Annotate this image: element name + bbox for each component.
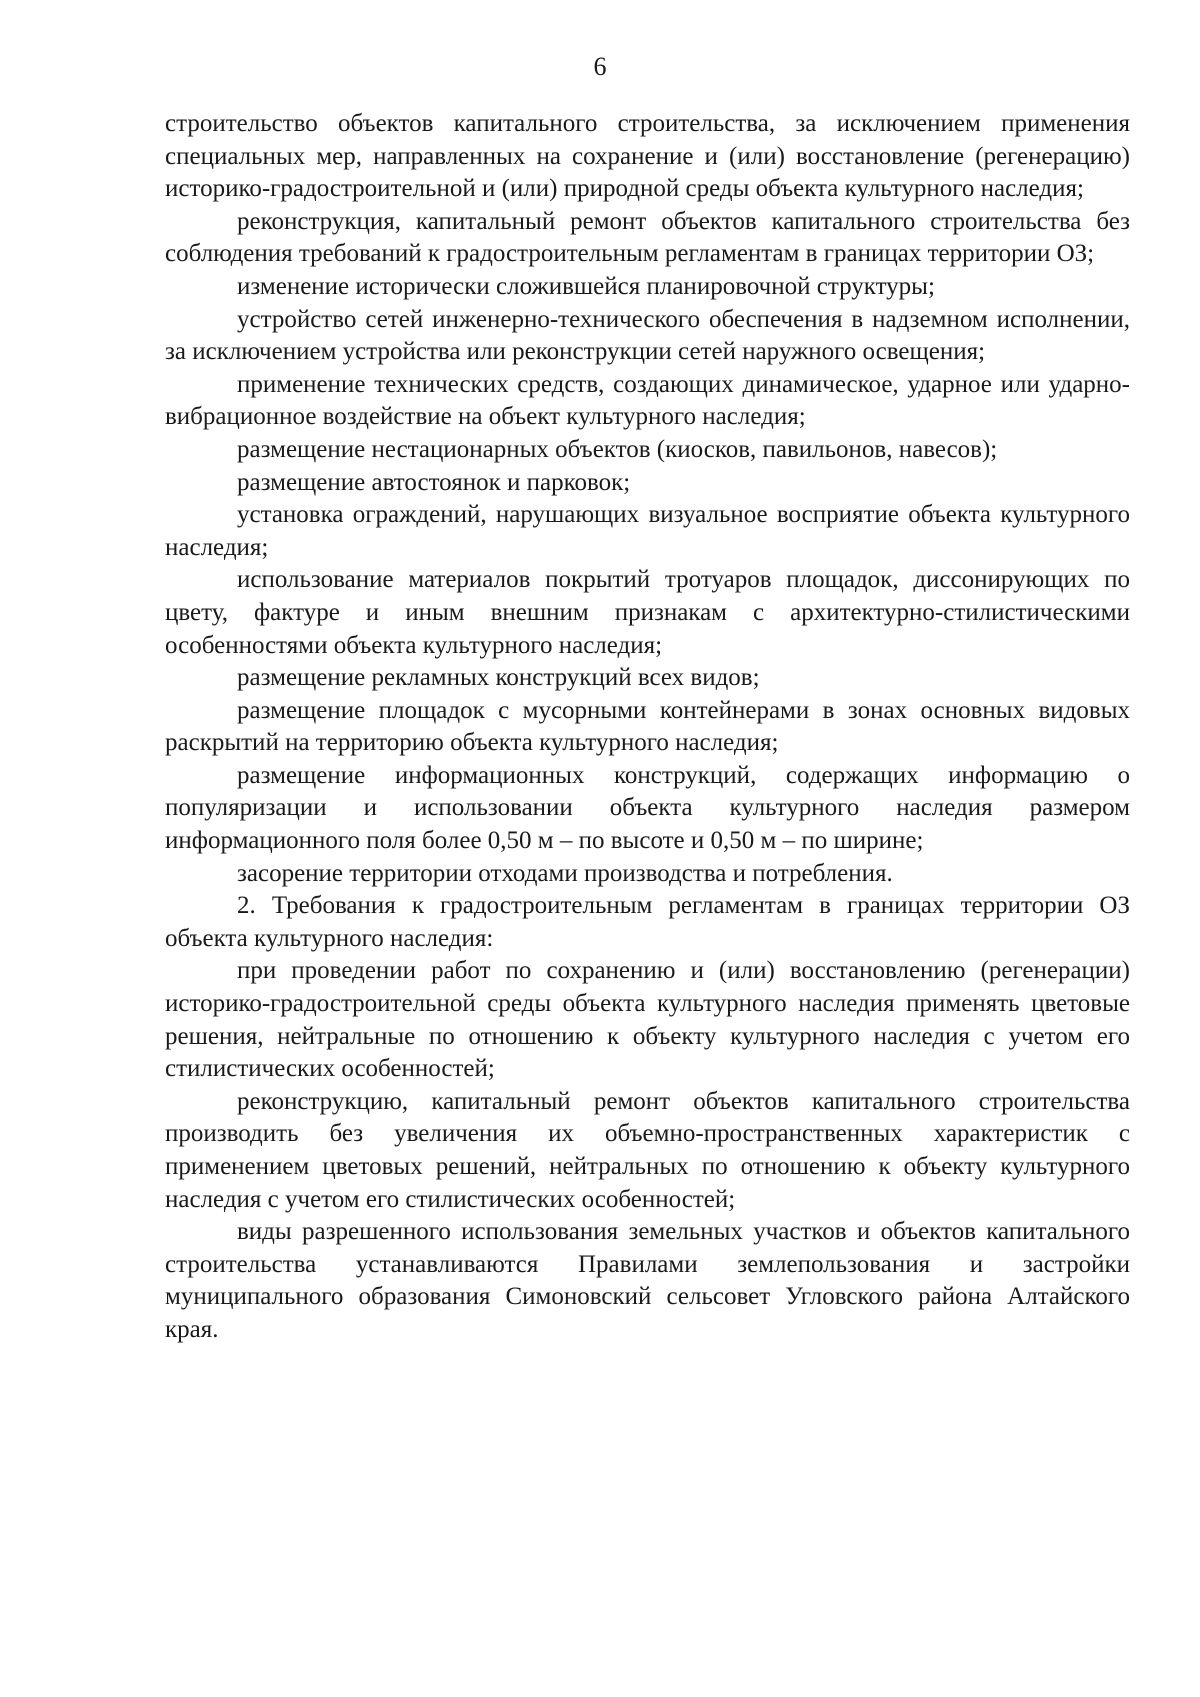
paragraph: засорение территории отходами производства и потребления.	[237, 859, 893, 887]
paragraph: размещение автостоянок и парковок;	[237, 468, 631, 496]
paragraph: строительство объектов капитального строительства, за исключением применения специальных мер, направленных на сохранение и (или) восстановление (регенерацию) историко-градостроительной и (или) природной среды объекта культурного наследия;	[165, 110, 1130, 203]
paragraph: применение технических средств, создающих динамическое, ударное или ударно-вибрационное воздействие на объект культурного наследия;	[165, 370, 1130, 431]
paragraph: устройство сетей инженерно-технического обеспечения в надземном исполнении, за исключением устройства или реконструкции сетей наружного освещения;	[165, 305, 1130, 366]
paragraph: реконструкцию, капитальный ремонт объектов капитального строительства производить без увеличения их объемно-пространственных характеристик с применением цветовых решений, нейтральных по отношению к объекту культурного наследия с учетом его стилистических особенностей;	[165, 1087, 1130, 1213]
page-number: 6	[593, 52, 607, 81]
paragraph: реконструкция, капитальный ремонт объектов капитального строительства без соблюдения требований к градостроительным регламентам в границах территории ОЗ;	[165, 207, 1130, 268]
paragraph: размещение информационных конструкций, содержащих информацию о популяризации и использовании объекта культурного наследия размером информационного поля более 0,50 м – по высоте и 0,50 м – по ширине;	[165, 761, 1130, 855]
paragraph: виды разрешенного использования земельных участков и объектов капитального строительства устанавливаются Правилами землепользования и застройки муниципального образования Симоновский сельсовет Угловского района Алтайского края.	[165, 1218, 1130, 1343]
paragraph: изменение исторически сложившейся планировочной структуры;	[237, 272, 935, 300]
document-body	[165, 108, 1130, 1347]
paragraph: установка ограждений, нарушающих визуальное восприятие объекта культурного наследия;	[165, 501, 1130, 561]
paragraph: размещение нестационарных объектов (киосков, павильонов, навесов);	[237, 435, 998, 463]
paragraph: размещение рекламных конструкций всех видов;	[237, 664, 760, 692]
paragraph: использование материалов покрытий тротуаров площадок, диссонирующих по цвету, фактуре и иным внешним признакам с архитектурно-стилистическими особенностями объекта культурного наследия;	[165, 566, 1130, 659]
paragraph: размещение площадок с мусорными контейнерами в зонах основных видовых раскрытий на территорию объекта культурного наследия;	[165, 696, 1130, 757]
paragraph: при проведении работ по сохранению и (или) восстановлению (регенерации) историко-градостроительной среды объекта культурного наследия применять цветовые решения, нейтральные по отношению к объекту культурного наследия с учетом его стилистических особенностей;	[165, 957, 1130, 1083]
section-heading-paragraph: 2. Требования к градостроительным регламентам в границах территории ОЗ объекта культурного наследия:	[165, 892, 1130, 952]
